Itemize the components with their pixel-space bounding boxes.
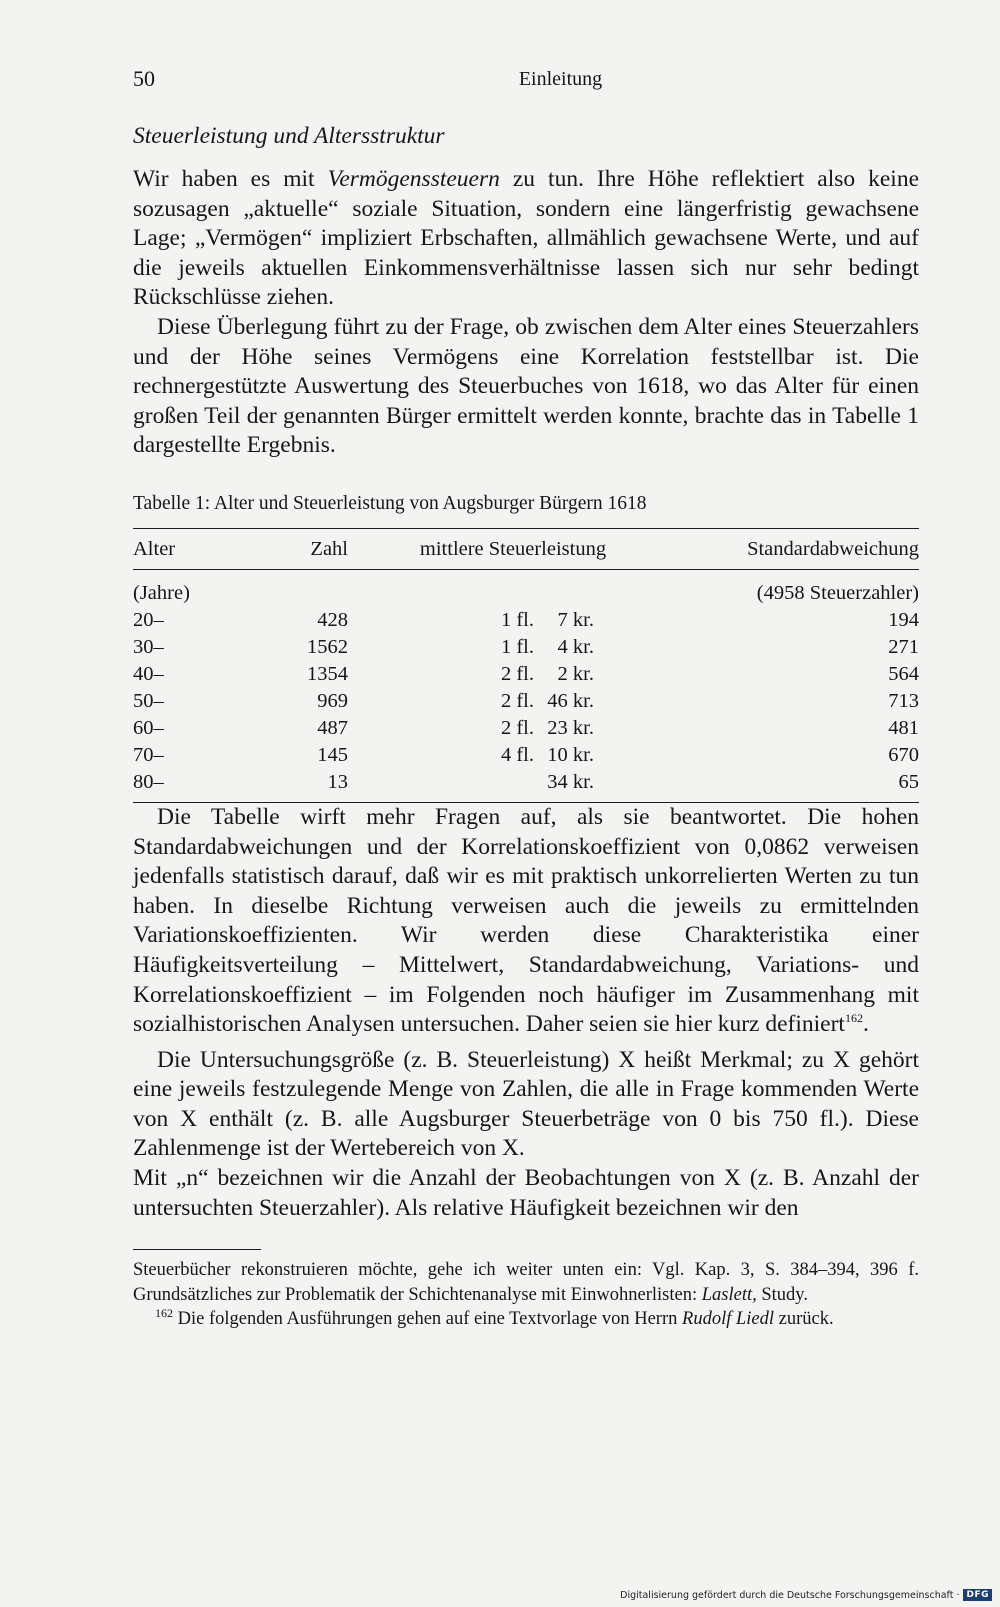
paragraph-3: Die Tabelle wirft mehr Fragen auf, als sie beantwortet. Die hohen Standardabweichungen und der Korrelationskoeffizient von 0,0862 verweisen jedenfalls statistisch darauf, daß wir es mit praktisch unkorrelierten Werten zu tun haben. In dieselbe Richtung verweisen auch die jeweils zu ermittelnden Variationskoeffizienten. Wir werden diese Charakteristika einer Häufigkeitsverteilung – Mittelwert, Standardabweichung, Variations- und Korrelationskoeffizient – im Folgenden noch häufiger im Zusammenhang mit sozialhistorischen Analysen untersuchen. Daher seien sie hier kurz definiert$^{162}$. xyxy=(133,803,919,1038)
cell-steuer xyxy=(348,634,678,661)
cell-alter: 30– xyxy=(133,635,164,658)
cell-fl: 4 fl. xyxy=(500,743,534,766)
cell-fl: 2 fl. xyxy=(500,716,534,739)
data-table-body xyxy=(133,580,919,796)
subheader-std: (4958 Steuerzahler) xyxy=(756,581,919,604)
cell-steuer xyxy=(348,688,678,715)
cell-fl: 1 fl. xyxy=(500,608,534,631)
paragraph-1-emphasis: Vermögenssteuern xyxy=(327,166,500,192)
header-std: Standardabweichung xyxy=(747,537,919,560)
cell-kr: 10 kr. xyxy=(547,743,594,766)
cell-zahl: 969 xyxy=(317,689,348,712)
cell-zahl: 1354 xyxy=(307,662,348,685)
cell-kr: 23 kr. xyxy=(547,716,594,739)
digitization-credit xyxy=(620,1589,992,1601)
paragraph-4: Die Untersuchungsgröße (z. B. Steuerleistung) X heißt Merkmal; zu X gehört eine jeweils festzulegende Menge von Zahlen, die alle in Frage kommenden Werte von X enthält (z. B. alle Augsburger Steuerbeträge von 0 bis 750 fl.). Diese Zahlenmenge ist der Wertebereich von X. xyxy=(133,1046,919,1162)
paragraph-1-text-a: Wir haben es mit xyxy=(133,166,328,192)
cell-alter: 50– xyxy=(133,689,164,712)
cell-fl: 2 fl. xyxy=(500,662,534,685)
footnotes xyxy=(133,1258,919,1332)
cell-std: 670 xyxy=(888,743,919,766)
cell-std: 65 xyxy=(898,770,919,793)
paragraph-1-text-b: zu tun. Ihre Höhe reflektiert also keine sozusagen „aktuelle“ soziale Situation, sondern eine längerfristig gewachsene Lage; „Vermögen“ impliziert Erbschaften, allmählich gewachsene Werte, und auf die jeweils aktuellen Einkommensverhältnisse lassen sich nur sehr bedingt Rückschlüsse ziehen. xyxy=(133,166,919,311)
table-row xyxy=(133,607,919,634)
cell-kr: 2 kr. xyxy=(557,662,594,685)
table-row xyxy=(133,661,919,688)
table-row xyxy=(133,742,919,769)
cell-zahl: 428 xyxy=(317,608,348,631)
cell-kr: 7 kr. xyxy=(557,608,594,631)
paragraph-5: Mit „n“ bezeichnen wir die Anzahl der Beobachtungen von X (z. B. Anzahl der untersuchten Steuerzahler). Als relative Häufigkeit bezeichnen wir den xyxy=(133,1165,919,1221)
cell-steuer xyxy=(348,607,678,634)
subheader-alter: (Jahre) xyxy=(133,581,190,604)
header-steuer: mittlere Steuerleistung xyxy=(419,537,607,560)
cell-zahl: 487 xyxy=(317,716,348,739)
cell-std: 194 xyxy=(888,608,919,631)
cell-kr: 4 kr. xyxy=(557,635,594,658)
footnote-162-name: Rudolf Liedl xyxy=(682,1309,775,1330)
running-title: Einleitung xyxy=(518,68,603,90)
dfg-logo: DFG xyxy=(963,1589,992,1601)
page-number: 50 xyxy=(133,66,155,91)
cell-alter: 40– xyxy=(133,662,164,685)
footnote-rule xyxy=(133,1249,261,1250)
page-header xyxy=(133,66,918,96)
table-header-rule xyxy=(133,569,919,570)
footnote-ref-162: 162 xyxy=(844,1011,863,1026)
cell-kr: 34 kr. xyxy=(547,770,594,793)
cell-std: 481 xyxy=(888,716,919,739)
cell-kr: 46 kr. xyxy=(547,689,594,712)
cell-alter: 20– xyxy=(133,608,164,631)
cell-zahl: 13 xyxy=(327,770,348,793)
footnote-162-mark: 162 xyxy=(155,1306,173,1321)
page-content xyxy=(133,121,919,1332)
header-alter: Alter xyxy=(133,537,176,560)
cell-alter: 70– xyxy=(133,743,164,766)
header-zahl: Zahl xyxy=(310,537,348,560)
data-table xyxy=(133,529,919,569)
table-row xyxy=(133,715,919,742)
table-caption: Tabelle 1: Alter und Steuerleistung von Augsburger Bürgern 1618 xyxy=(133,492,647,514)
table-header-row xyxy=(133,529,919,569)
cell-steuer xyxy=(348,742,678,769)
cell-alter: 60– xyxy=(133,716,164,739)
table-subheader-row xyxy=(133,580,919,607)
cell-std: 564 xyxy=(888,662,919,685)
footnote-author: Laslett, xyxy=(701,1284,757,1305)
footnote-carryover: Steuerbücher rekonstruieren möchte, gehe ich weiter unten ein: Vgl. Kap. 3, S. 384–394, 396 f. Grundsätzliches zur Problematik der Schichtenanalyse mit Einwohnerlisten: Laslett, Study. xyxy=(133,1260,919,1305)
cell-alter: 80– xyxy=(133,770,164,793)
cell-zahl: 1562 xyxy=(307,635,348,658)
cell-steuer xyxy=(348,661,678,688)
cell-steuer xyxy=(348,715,678,742)
cell-steuer xyxy=(348,769,678,796)
cell-std: 713 xyxy=(888,689,919,712)
paragraph-2: Diese Überlegung führt zu der Frage, ob zwischen dem Alter eines Steuerzahlers und der Höhe seines Vermögens eine Korrelation feststellbar ist. Die rechnergestützte Auswertung des Steuerbuches von 1618, wo das Alter für einen großen Teil der genannten Bürger ermittelt werden konnte, brachte das in Tabelle 1 dargestellte Ergebnis. xyxy=(133,313,919,459)
cell-fl: 2 fl. xyxy=(500,689,534,712)
paragraph-1 xyxy=(133,165,919,313)
cell-std: 271 xyxy=(888,635,919,658)
paragraph-3-text: Die Tabelle wirft mehr Fragen auf, als sie beantwortet. Die hohen Standardabweichungen und der Korrelationskoeffizient von 0,0862 verweisen jedenfalls statistisch darauf, daß wir es mit praktisch unkorrelierten Werten zu tun haben. In dieselbe Richtung verweisen auch die jeweils zu ermittelnden Variationskoeffizienten. Wir werden diese Charakteristika einer Häufigkeitsverteilung – Mittelwert, Standardabweichung, Variations- und Korrelationskoeffizient – im Folgenden noch häufiger im Zusammenhang mit sozialhistorischen Analysen untersuchen. Daher seien sie hier kurz definiert xyxy=(133,803,919,1038)
table-row xyxy=(133,769,919,796)
table-row xyxy=(133,634,919,661)
footnote-162: $^{162}$ Die folgenden Ausführungen gehen auf eine Textvorlage von Herrn Rudolf Liedl zurück. xyxy=(155,1306,834,1330)
table-row xyxy=(133,688,919,715)
cell-fl: 1 fl. xyxy=(500,635,534,658)
section-title: Steuerleistung und Altersstruktur xyxy=(133,123,445,149)
credit-text: Digitalisierung gefördert durch die Deutsche Forschungsgemeinschaft · xyxy=(620,1589,960,1601)
cell-zahl: 145 xyxy=(317,743,348,766)
